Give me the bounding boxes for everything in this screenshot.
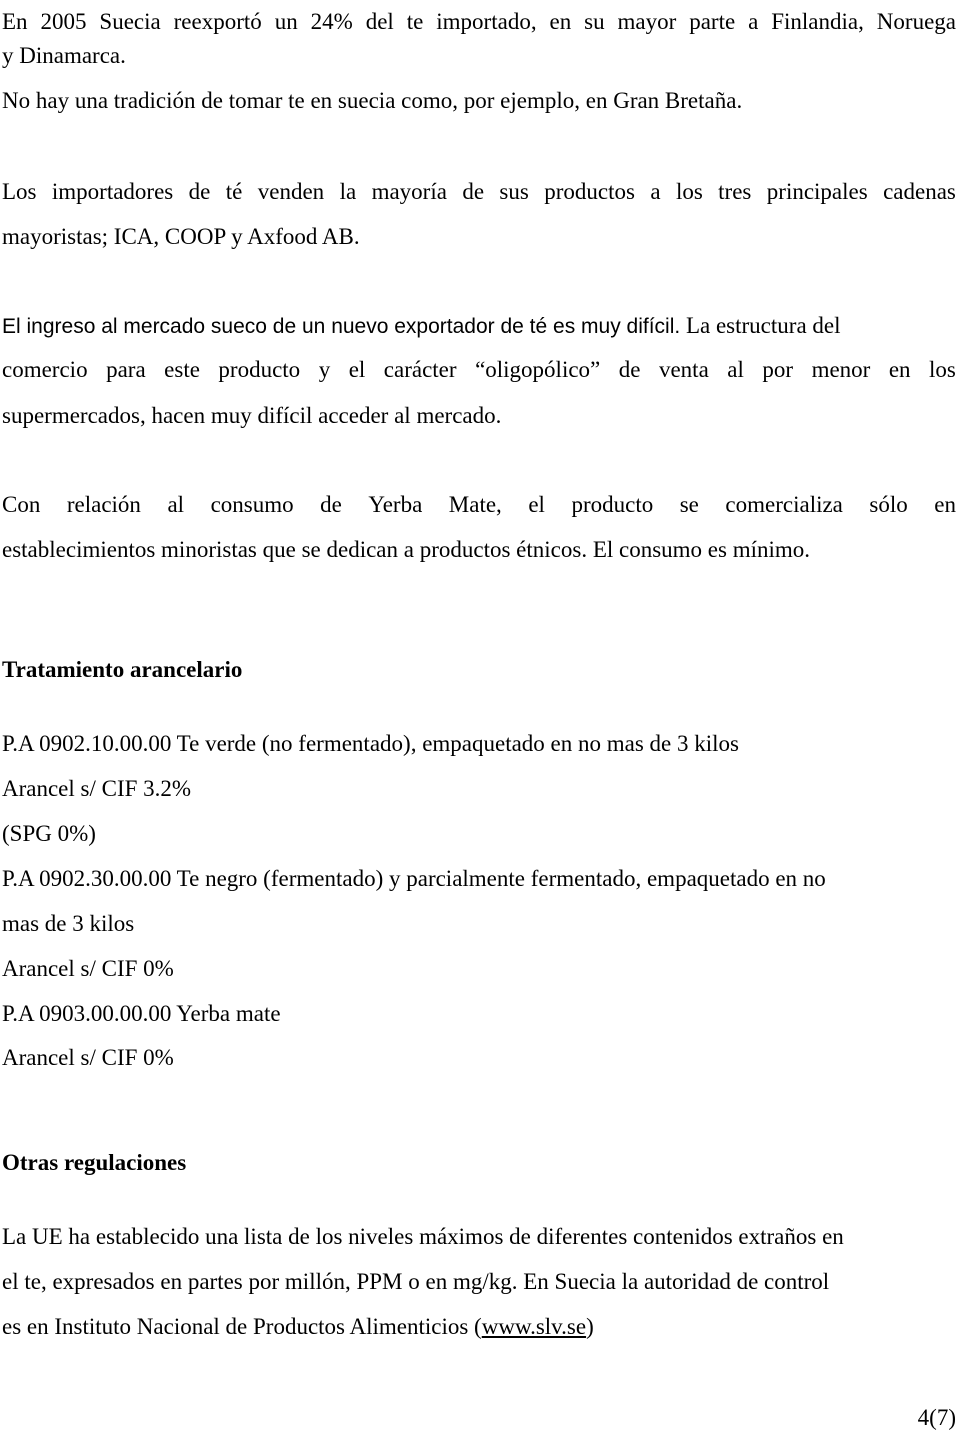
- tariff-heading: Tratamiento arancelario: [2, 657, 243, 682]
- paragraph-1-line-1-word: 2005: [40, 9, 87, 34]
- regulations-heading: Otras regulaciones: [2, 1150, 187, 1175]
- regulations-line-2: el te, expresados en partes por millón, PPM o en mg/kg. En Suecia la autoridad de control: [2, 1269, 830, 1294]
- slv-website-link[interactable]: www.slv.se: [481, 1314, 587, 1339]
- paragraph-1-line-2: y Dinamarca.: [2, 43, 126, 68]
- paragraph-4-line-1-word: en: [934, 492, 956, 517]
- paragraph-1-line-1-word: te: [406, 9, 424, 34]
- paragraph-1-line-1-word: reexportó: [173, 9, 262, 34]
- paragraph-3-line-2-word: de: [618, 357, 641, 382]
- paragraph-3-line-1-sans: El ingreso al mercado sueco de un nuevo exportador de té es muy difícil.: [2, 315, 681, 338]
- tariff-line-6: Arancel s/ CIF 0%: [2, 956, 174, 981]
- paragraph-4-line-1-word: el: [528, 492, 545, 517]
- paragraph-3-line-2-word: al: [727, 357, 744, 382]
- paragraph-4-line-1-word: Con: [2, 492, 41, 517]
- paragraph-2-line-1-word: principales: [766, 179, 868, 204]
- paragraph-2-line-1-word: venden: [257, 179, 325, 204]
- paragraph-3-line-2-word: por: [762, 357, 794, 382]
- paragraph-2-line-1-word: de: [188, 179, 211, 204]
- paragraph-3-line-2-word: en: [888, 357, 911, 382]
- regulations-line-3-text: es en Instituto Nacional de Productos Alimenticios (: [2, 1314, 482, 1339]
- paragraph-3-line-2-word: este: [164, 357, 200, 382]
- paragraph-3-line-2-word: producto: [218, 357, 301, 382]
- paragraph-1-line-1-word: en: [549, 9, 572, 34]
- tariff-line-3: (SPG 0%): [2, 821, 96, 846]
- paragraph-1-line-1-word: Suecia: [99, 9, 161, 34]
- paragraph-4-line-1-word: sólo: [869, 492, 908, 517]
- paragraph-3-line-2: [2, 355, 956, 385]
- paragraph-2-line-1-word: importadores: [51, 179, 174, 204]
- paragraph-4-line-1-word: comercializa: [725, 492, 843, 517]
- paragraph-3-line-2-word: venta: [658, 357, 709, 382]
- paragraph-2-line-1-word: mayoría: [371, 179, 447, 204]
- paragraph-4-line-1-word: Yerba: [368, 492, 423, 517]
- paragraph-1-line-1-word: En: [2, 9, 28, 34]
- paragraph-1-line-1-word: importado,: [436, 9, 537, 34]
- paragraph-3-line-2-word: menor: [811, 357, 871, 382]
- paragraph-3-line-3: supermercados, hacen muy difícil acceder al mercado.: [2, 403, 502, 428]
- regulations-line-3-closing: ): [586, 1314, 594, 1339]
- paragraph-4-line-1-word: relación: [66, 492, 141, 517]
- paragraph-1-line-1-word: su: [584, 9, 605, 34]
- paragraph-1-line-1: [2, 7, 956, 37]
- paragraph-4-line-1-word: Mate,: [448, 492, 502, 517]
- tariff-line-1: P.A 0902.10.00.00 Te verde (no fermentado), empaquetado en no mas de 3 kilos: [2, 731, 739, 756]
- paragraph-3-line-2-word: carácter: [383, 357, 457, 382]
- page-number: 4(7): [917, 1405, 956, 1430]
- paragraph-2-line-1-word: Los: [2, 179, 37, 204]
- paragraph-1-line-1-word: 24%: [310, 9, 353, 34]
- tariff-line-7: P.A 0903.00.00.00 Yerba mate: [2, 1001, 281, 1026]
- paragraph-1-line-3: No hay una tradición de tomar te en suecia como, por ejemplo, en Gran Bretaña.: [2, 88, 743, 113]
- paragraph-1-line-1-word: del: [365, 9, 394, 34]
- paragraph-2-line-1-word: la: [339, 179, 357, 204]
- paragraph-2-line-1: [2, 177, 956, 207]
- paragraph-4-line-2: establecimientos minoristas que se dedican a productos étnicos. El consumo es mínimo.: [2, 537, 811, 562]
- paragraph-3-line-2-word: “oligopólico”: [475, 357, 601, 382]
- tariff-line-4: P.A 0902.30.00.00 Te negro (fermentado) y parcialmente fermentado, empaquetado en no: [2, 866, 826, 891]
- tariff-line-8: Arancel s/ CIF 0%: [2, 1045, 174, 1070]
- paragraph-2-line-1-word: productos: [544, 179, 635, 204]
- paragraph-3-line-1: [2, 311, 841, 341]
- paragraph-1-line-1-word: parte: [689, 9, 736, 34]
- paragraph-1-line-1-word: mayor: [617, 9, 677, 34]
- paragraph-2-line-1-word: cadenas: [883, 179, 956, 204]
- paragraph-2-line-1-word: los: [675, 179, 703, 204]
- paragraph-2-line-1-word: de: [462, 179, 485, 204]
- tariff-line-5: mas de 3 kilos: [2, 911, 135, 936]
- paragraph-4-line-1-word: al: [167, 492, 185, 517]
- paragraph-3-line-2-word: y: [318, 357, 331, 382]
- paragraph-4-line-1: [2, 490, 956, 520]
- paragraph-2-line-1-word: té: [225, 179, 243, 204]
- paragraph-1-line-1-word: Finlandia,: [771, 9, 864, 34]
- paragraph-4-line-1-word: de: [320, 492, 342, 517]
- paragraph-2-line-2: mayoristas; ICA, COOP y Axfood AB.: [2, 224, 360, 249]
- paragraph-3-line-2-word: para: [106, 357, 146, 382]
- regulations-line-3: [2, 1312, 594, 1342]
- paragraph-1-line-1-word: Noruega: [876, 9, 956, 34]
- paragraph-1-line-1-word: un: [274, 9, 298, 34]
- paragraph-2-line-1-word: a: [650, 179, 661, 204]
- paragraph-4-line-1-word: producto: [571, 492, 654, 517]
- paragraph-3-line-2-word: el: [348, 357, 366, 382]
- paragraph-3-line-1-serif: La estructura del: [680, 313, 841, 338]
- paragraph-2-line-1-word: sus: [499, 179, 529, 204]
- tariff-line-2: Arancel s/ CIF 3.2%: [2, 776, 192, 801]
- paragraph-3-line-2-word: comercio: [2, 357, 88, 382]
- paragraph-1-line-1-word: a: [748, 9, 759, 34]
- paragraph-4-line-1-word: se: [679, 492, 699, 517]
- paragraph-3-line-2-word: los: [929, 357, 956, 382]
- paragraph-2-line-1-word: tres: [718, 179, 752, 204]
- regulations-line-1: La UE ha establecido una lista de los niveles máximos de diferentes contenidos extraños en: [2, 1224, 844, 1249]
- paragraph-4-line-1-word: consumo: [210, 492, 294, 517]
